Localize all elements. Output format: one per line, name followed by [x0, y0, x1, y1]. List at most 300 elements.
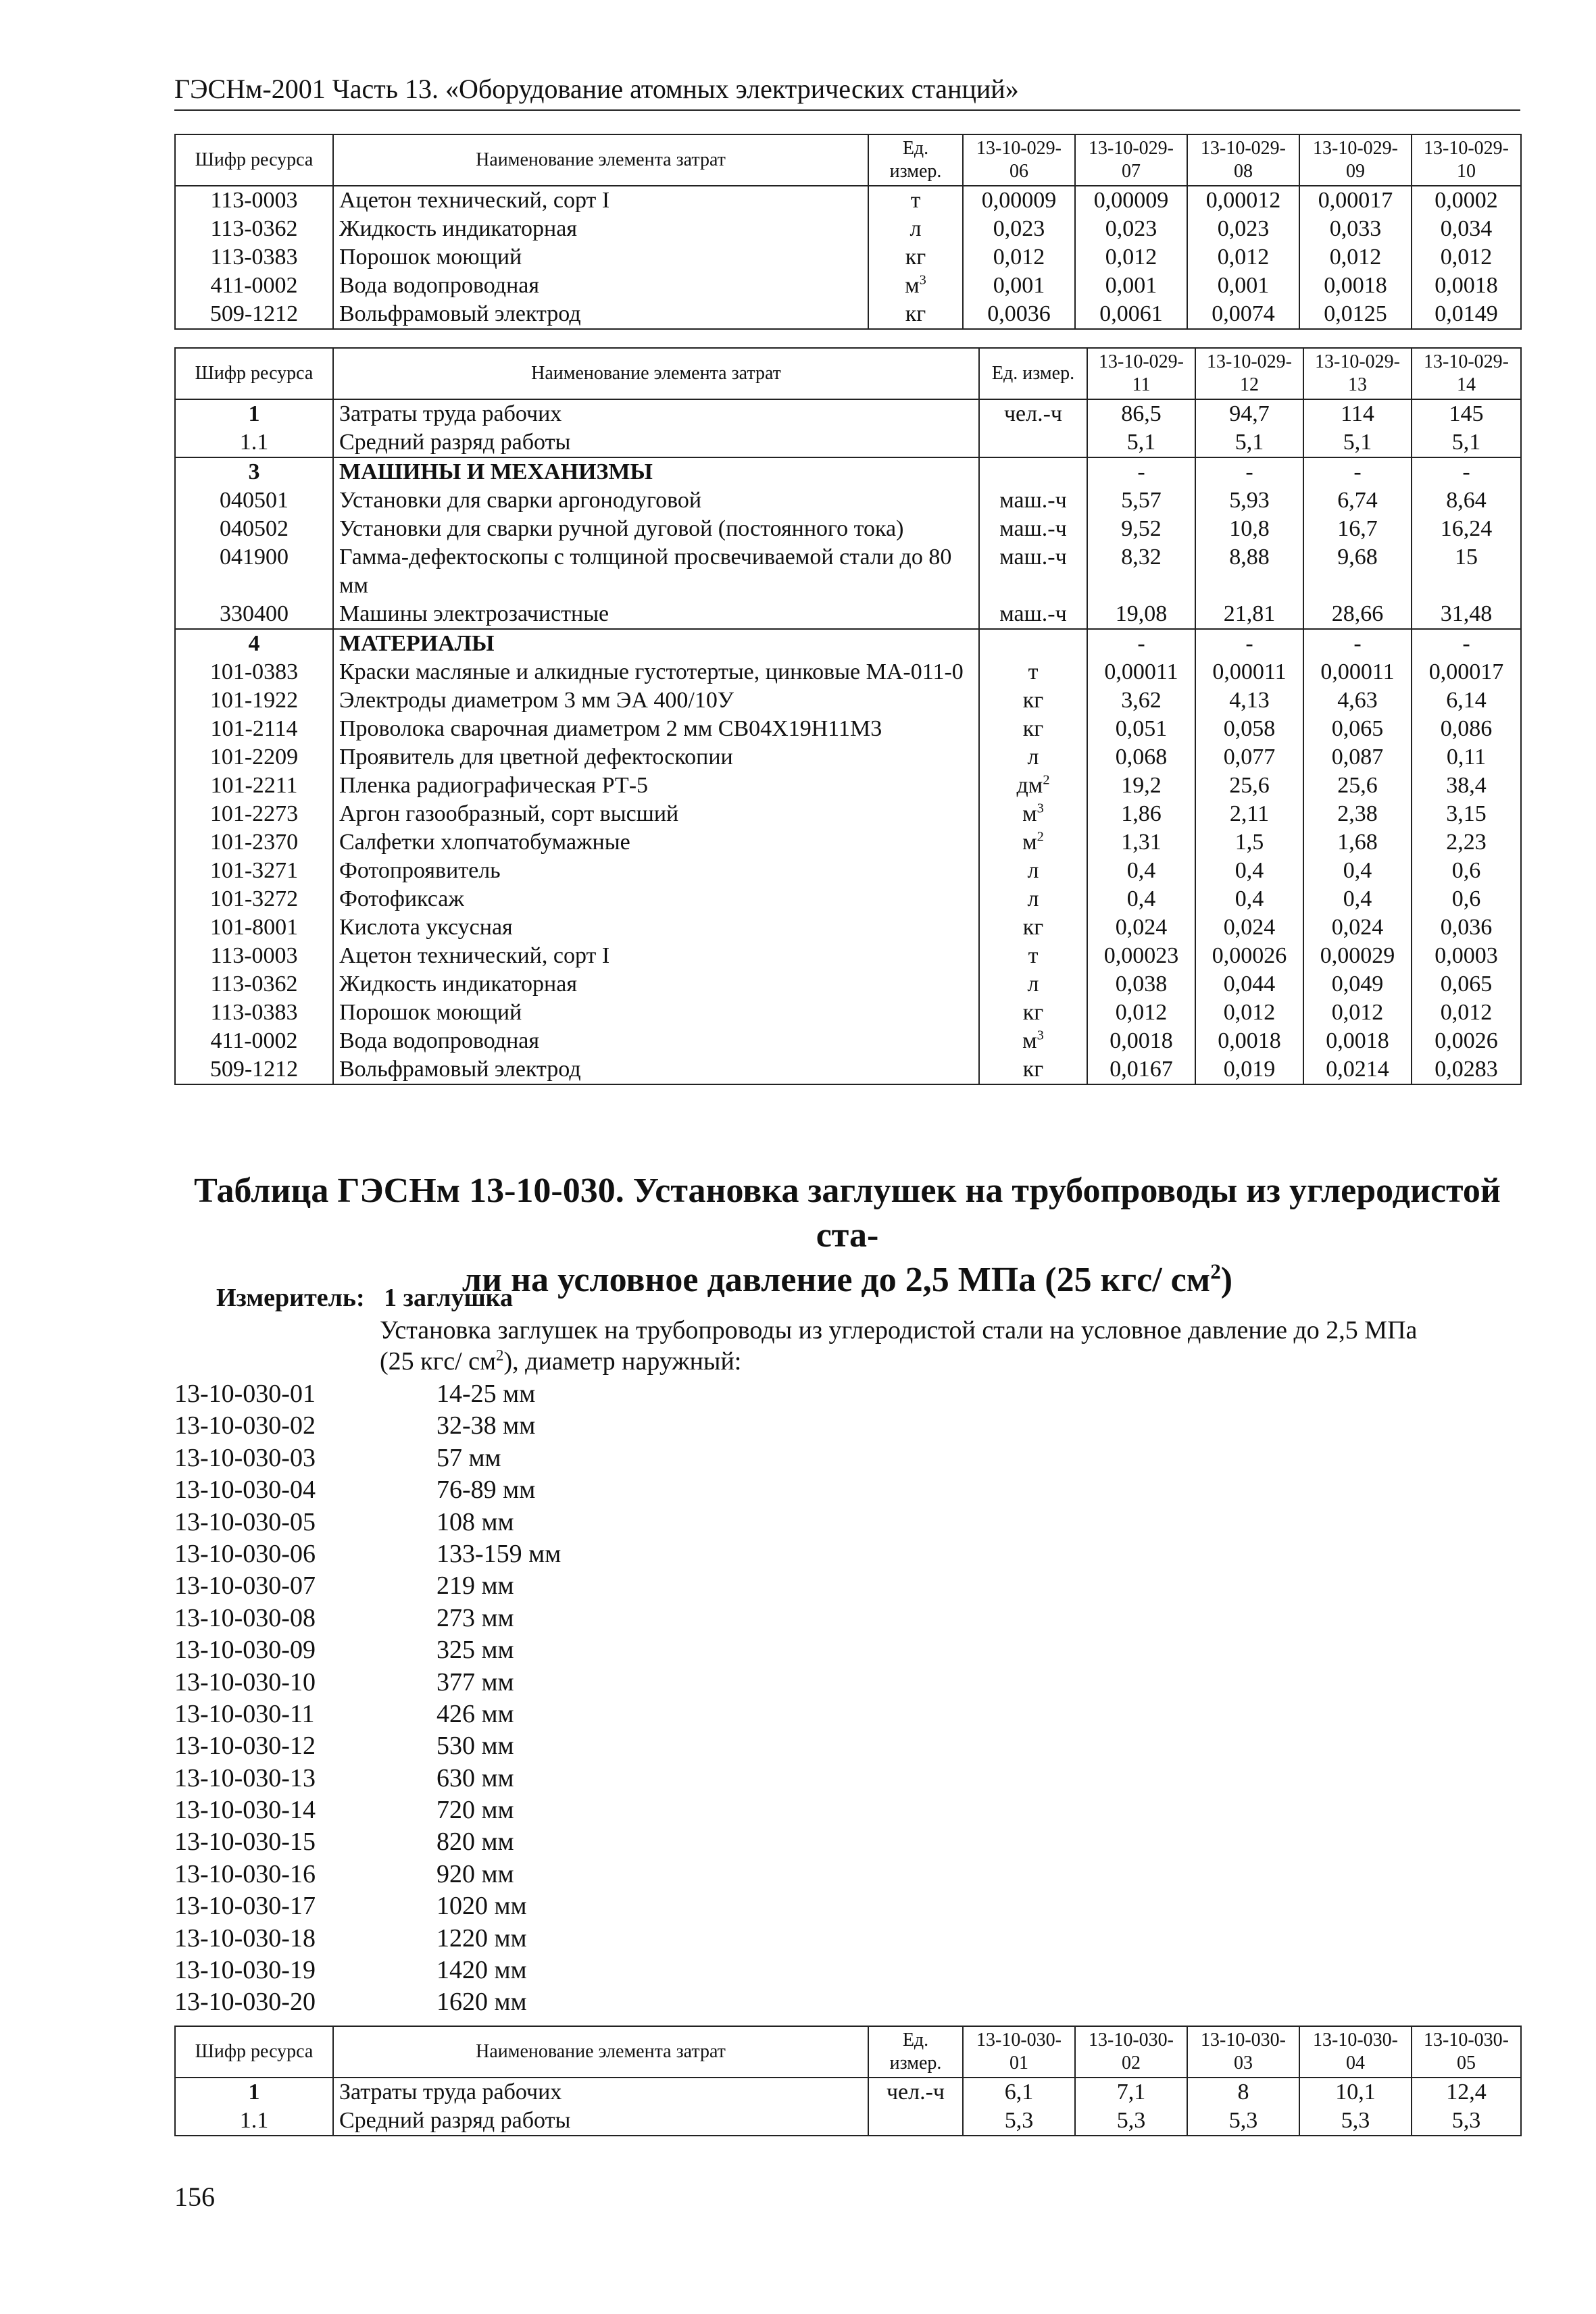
table-row — [175, 272, 1521, 300]
cell-unit: маш.-ч — [979, 486, 1087, 515]
unit-text: м — [1022, 1028, 1037, 1053]
cell-value: 5,1 — [1412, 428, 1521, 457]
cell-code: 101-2114 — [175, 715, 333, 743]
cell-value: 16,7 — [1303, 515, 1412, 543]
list-item — [174, 1378, 561, 1410]
cell-value: 0,034 — [1412, 215, 1521, 243]
diameter: 108 мм — [437, 1507, 514, 1536]
cell-value: 0,023 — [1187, 215, 1299, 243]
cell-value: 0,077 — [1195, 743, 1303, 772]
cell-value: 8 — [1187, 2078, 1299, 2107]
cell-name: Машины электрозачистные — [333, 600, 979, 629]
header-col: 13-10-029-11 — [1087, 348, 1195, 399]
cell-value: 21,81 — [1195, 600, 1303, 629]
header-name: Наименование элемента затрат — [333, 2026, 868, 2078]
cell-unit: маш.-ч — [979, 600, 1087, 629]
cell-value: 6,14 — [1412, 686, 1521, 715]
cell-value: 0,024 — [1195, 913, 1303, 942]
cell-unit: кг — [868, 243, 963, 272]
cell-value: - — [1087, 629, 1195, 658]
cell-value: 0,11 — [1412, 743, 1521, 772]
cell-value: 0,033 — [1299, 215, 1412, 243]
cell-value: 0,0018 — [1412, 272, 1521, 300]
norm-code-list — [174, 1378, 561, 2019]
cell-value: 0,00017 — [1299, 186, 1412, 215]
cell-value: 0,0018 — [1195, 1027, 1303, 1055]
desc-text: (25 кгс/ см — [380, 1347, 497, 1376]
cell-name: Проявитель для цветной дефектоскопии — [333, 743, 979, 772]
norm-code: 13-10-030-18 — [174, 1923, 316, 1953]
cell-code: 330400 — [175, 600, 333, 629]
norm-code: 13-10-030-15 — [174, 1828, 316, 1857]
cell-value: 0,024 — [1303, 913, 1412, 942]
norm-code: 13-10-030-16 — [174, 1859, 316, 1888]
header-col: 13-10-029-14 — [1412, 348, 1521, 399]
table-row — [175, 399, 1521, 428]
cell-name: Кислота уксусная — [333, 913, 979, 942]
cell-unit: т — [868, 186, 963, 215]
cell-value: 94,7 — [1195, 399, 1303, 428]
table-row — [175, 743, 1521, 772]
norm-code: 13-10-030-20 — [174, 1988, 316, 2017]
cell-value: 0,00011 — [1303, 658, 1412, 686]
cell-value: 9,52 — [1087, 515, 1195, 543]
cell-name: Электроды диаметром 3 мм ЭА 400/10У — [333, 686, 979, 715]
cell-value: 25,6 — [1195, 772, 1303, 800]
cell-value: 16,24 — [1412, 515, 1521, 543]
cell-unit: чел.-ч — [979, 399, 1087, 428]
cell-value: 25,6 — [1303, 772, 1412, 800]
cell-value: 5,1 — [1087, 428, 1195, 457]
table-row — [175, 885, 1521, 913]
cell-value: 0,00011 — [1195, 658, 1303, 686]
cell-value: 0,044 — [1195, 970, 1303, 999]
cell-unit — [868, 2107, 963, 2136]
diameter: 377 мм — [437, 1667, 514, 1696]
cell-name: Пленка радиографическая РТ-5 — [333, 772, 979, 800]
cell-unit: чел.-ч — [868, 2078, 963, 2107]
cell-name: Краски масляные и алкидные густотертые, цинковые МА-011-0 — [333, 658, 979, 686]
cell-value: - — [1303, 629, 1412, 658]
table-row — [175, 800, 1521, 828]
cell-code: 113-0362 — [175, 215, 333, 243]
cell-name: Установки для сварки аргонодуговой — [333, 486, 979, 515]
cell-value: 0,6 — [1412, 885, 1521, 913]
cell-value: 10,1 — [1299, 2078, 1412, 2107]
cell-value: 86,5 — [1087, 399, 1195, 428]
section-row — [175, 629, 1521, 658]
list-item — [174, 1923, 561, 1955]
title-text: ли на условное давление до 2,5 МПа (25 кгс/ см — [462, 1261, 1211, 1299]
cell-value: 0,0018 — [1303, 1027, 1412, 1055]
cell-value: 5,3 — [1075, 2107, 1187, 2136]
list-item — [174, 1890, 561, 1922]
cell-code: 101-0383 — [175, 658, 333, 686]
cell-code: 1.1 — [175, 428, 333, 457]
cell-value: 5,3 — [1412, 2107, 1521, 2136]
table-row — [175, 428, 1521, 457]
desc-line: Установка заглушек на трубопроводы из углеродистой стали на условное давление до 2,5 МПа — [380, 1316, 1418, 1344]
cell-unit: л — [868, 215, 963, 243]
cell-unit — [979, 428, 1087, 457]
cell-value: 0,6 — [1412, 857, 1521, 885]
cell-unit: т — [979, 658, 1087, 686]
cell-code: 101-3271 — [175, 857, 333, 885]
unit-sup: 2 — [1037, 829, 1044, 845]
table-row — [175, 970, 1521, 999]
cell-value: 4,13 — [1195, 686, 1303, 715]
section-name: МАТЕРИАЛЫ — [333, 629, 979, 658]
cell-value: 0,012 — [1195, 999, 1303, 1027]
section-row — [175, 457, 1521, 486]
diameter: 1020 мм — [437, 1892, 527, 1921]
cell-code: 101-2211 — [175, 772, 333, 800]
cell-value: 0,4 — [1087, 885, 1195, 913]
header-col: 13-10-030-05 — [1412, 2026, 1521, 2078]
diameter: 57 мм — [437, 1443, 501, 1472]
diameter: 426 мм — [437, 1699, 514, 1728]
unit-sup: 3 — [1037, 801, 1044, 816]
cell-value: 145 — [1412, 399, 1521, 428]
list-item — [174, 1603, 561, 1634]
cell-code: 4 — [175, 629, 333, 658]
diameter: 133-159 мм — [437, 1539, 562, 1568]
cell-value: 19,2 — [1087, 772, 1195, 800]
cell-value: 0,0167 — [1087, 1055, 1195, 1084]
table-row — [175, 828, 1521, 857]
header-col: 13-10-030-02 — [1075, 2026, 1187, 2078]
cell-value: 0,0214 — [1303, 1055, 1412, 1084]
cell-value: 0,0074 — [1187, 300, 1299, 329]
diameter: 1420 мм — [437, 1956, 527, 1985]
table-row — [175, 715, 1521, 743]
cell-name: Установки для сварки ручной дуговой (постоянного тока) — [333, 515, 979, 543]
header-name: Наименование элемента затрат — [333, 134, 868, 186]
cell-value: 9,68 — [1303, 543, 1412, 600]
cell-value: 0,0018 — [1299, 272, 1412, 300]
list-item — [174, 1794, 561, 1826]
cell-value: 0,00023 — [1087, 942, 1195, 970]
table-row — [175, 2078, 1521, 2107]
cell-value: 0,024 — [1087, 913, 1195, 942]
header-col: 13-10-029-08 — [1187, 134, 1299, 186]
norm-code: 13-10-030-04 — [174, 1476, 316, 1505]
table-row — [175, 1055, 1521, 1084]
list-item — [174, 1538, 561, 1570]
cell-value: 0,4 — [1195, 885, 1303, 913]
cell-value: 5,93 — [1195, 486, 1303, 515]
cell-name: Жидкость индикаторная — [333, 970, 979, 999]
cell-value: 0,00017 — [1412, 658, 1521, 686]
cell-value: - — [1412, 629, 1521, 658]
cell-value: 0,0026 — [1412, 1027, 1521, 1055]
cell-unit — [979, 457, 1087, 486]
list-item — [174, 1955, 561, 1986]
cell-value: 5,1 — [1303, 428, 1412, 457]
list-item — [174, 1667, 561, 1699]
header-code: Шифр ресурса — [175, 348, 333, 399]
cell-code: 411-0002 — [175, 1027, 333, 1055]
cell-unit — [979, 1027, 1087, 1055]
cell-unit — [979, 629, 1087, 658]
cell-unit: т — [979, 942, 1087, 970]
header-col: 13-10-030-01 — [963, 2026, 1075, 2078]
cell-value: 0,023 — [963, 215, 1075, 243]
diameter: 1220 мм — [437, 1923, 527, 1953]
list-item — [174, 1570, 561, 1602]
running-header: ГЭСНм-2001 Часть 13. «Оборудование атомных электрических станций» — [174, 72, 1520, 111]
table-row — [175, 1027, 1521, 1055]
list-item — [174, 1699, 561, 1730]
cell-value: - — [1412, 457, 1521, 486]
cell-value: 0,023 — [1075, 215, 1187, 243]
table-row — [175, 486, 1521, 515]
page-number: 156 — [174, 2182, 215, 2212]
cell-name: Средний разряд работы — [333, 2107, 868, 2136]
cell-code: 1.1 — [175, 2107, 333, 2136]
list-item — [174, 1507, 561, 1538]
cell-value: 0,4 — [1195, 857, 1303, 885]
list-item — [174, 1730, 561, 1762]
header-col: 13-10-030-04 — [1299, 2026, 1412, 2078]
cell-name: Жидкость индикаторная — [333, 215, 868, 243]
cell-value: 6,1 — [963, 2078, 1075, 2107]
cell-value: 3,62 — [1087, 686, 1195, 715]
cell-value: 1,86 — [1087, 800, 1195, 828]
diameter: 76-89 мм — [437, 1476, 536, 1505]
table-row — [175, 2107, 1521, 2136]
cell-code: 509-1212 — [175, 1055, 333, 1084]
cell-unit: кг — [979, 1055, 1087, 1084]
diameter: 820 мм — [437, 1828, 514, 1857]
cell-value: - — [1195, 629, 1303, 658]
header-unit: Ед. измер. — [868, 2026, 963, 2078]
cell-unit — [868, 272, 963, 300]
cell-code: 1 — [175, 2078, 333, 2107]
cell-value: 0,049 — [1303, 970, 1412, 999]
cell-value: - — [1303, 457, 1412, 486]
unit-text: м — [905, 273, 920, 298]
cell-value: - — [1195, 457, 1303, 486]
table-row — [175, 942, 1521, 970]
norm-code: 13-10-030-03 — [174, 1443, 316, 1472]
cell-value: 1,68 — [1303, 828, 1412, 857]
header-col: 13-10-029-06 — [963, 134, 1075, 186]
table-row — [175, 999, 1521, 1027]
unit-sup: 3 — [919, 272, 926, 288]
norm-code: 13-10-030-12 — [174, 1732, 316, 1761]
cell-unit: маш.-ч — [979, 515, 1087, 543]
diameter: 325 мм — [437, 1636, 514, 1665]
cell-value: 7,1 — [1075, 2078, 1187, 2107]
measure-unit: Измеритель: 1 заглушка — [216, 1284, 513, 1312]
header-col: 13-10-029-10 — [1412, 134, 1521, 186]
header-unit: Ед. измер. — [868, 134, 963, 186]
cell-code: 040502 — [175, 515, 333, 543]
cell-value: 5,3 — [963, 2107, 1075, 2136]
cell-value: 0,068 — [1087, 743, 1195, 772]
cell-name: Ацетон технический, сорт I — [333, 942, 979, 970]
norm-code: 13-10-030-13 — [174, 1763, 316, 1792]
cell-code: 101-2209 — [175, 743, 333, 772]
cell-name: Средний разряд работы — [333, 428, 979, 457]
table-row — [175, 515, 1521, 543]
cell-value: 1,5 — [1195, 828, 1303, 857]
table-row — [175, 686, 1521, 715]
norm-code: 13-10-030-19 — [174, 1956, 316, 1985]
list-item — [174, 1634, 561, 1666]
cell-code: 113-0383 — [175, 999, 333, 1027]
cell-value: 0,0283 — [1412, 1055, 1521, 1084]
norm-code: 13-10-030-14 — [174, 1796, 316, 1825]
cell-value: 0,00029 — [1303, 942, 1412, 970]
cell-value: 0,001 — [963, 272, 1075, 300]
cell-value: 0,019 — [1195, 1055, 1303, 1084]
unit-sup: 2 — [1043, 772, 1050, 788]
section-name: МАШИНЫ И МЕХАНИЗМЫ — [333, 457, 979, 486]
cell-value: 5,57 — [1087, 486, 1195, 515]
unit-text: м — [1022, 801, 1037, 826]
cell-value: 0,0003 — [1412, 942, 1521, 970]
cell-unit — [979, 800, 1087, 828]
desc-sup: 2 — [496, 1347, 504, 1364]
cell-value: 0,065 — [1412, 970, 1521, 999]
cell-value: 28,66 — [1303, 600, 1412, 629]
cell-name: Вода водопроводная — [333, 272, 868, 300]
cell-value: 0,001 — [1075, 272, 1187, 300]
header-col: 13-10-029-07 — [1075, 134, 1187, 186]
cell-value: 0,0149 — [1412, 300, 1521, 329]
cell-name: Аргон газообразный, сорт высший — [333, 800, 979, 828]
header-code: Шифр ресурса — [175, 134, 333, 186]
cell-value: 0,036 — [1412, 913, 1521, 942]
cell-name: Фотопроявитель — [333, 857, 979, 885]
title-line: Таблица ГЭСНм 13-10-030. Установка заглушек на трубопроводы из углеродистой ста- — [194, 1172, 1501, 1255]
desc-line — [380, 1346, 1522, 1377]
norm-code: 13-10-030-01 — [174, 1380, 316, 1408]
cell-code: 113-0003 — [175, 942, 333, 970]
header-col: 13-10-029-09 — [1299, 134, 1412, 186]
norm-code: 13-10-030-10 — [174, 1667, 316, 1696]
cell-code: 113-0362 — [175, 970, 333, 999]
cell-value: 8,64 — [1412, 486, 1521, 515]
table-row — [175, 243, 1521, 272]
cell-code: 101-2370 — [175, 828, 333, 857]
norm-code: 13-10-030-11 — [174, 1699, 315, 1728]
cell-value: 0,012 — [1087, 999, 1195, 1027]
diameter: 920 мм — [437, 1859, 514, 1888]
cell-value: 0,00011 — [1087, 658, 1195, 686]
cell-value: 0,4 — [1303, 885, 1412, 913]
table-row — [175, 857, 1521, 885]
cell-name: Порошок моющий — [333, 243, 868, 272]
cell-value: 0,038 — [1087, 970, 1195, 999]
cell-code: 101-1922 — [175, 686, 333, 715]
norm-code: 13-10-030-05 — [174, 1507, 316, 1536]
header-name: Наименование элемента затрат — [333, 348, 979, 399]
table-row — [175, 600, 1521, 629]
cell-unit — [979, 772, 1087, 800]
cell-value: 0,012 — [1187, 243, 1299, 272]
cell-value: 0,00012 — [1187, 186, 1299, 215]
unit-text: дм — [1016, 773, 1043, 798]
cell-unit: кг — [868, 300, 963, 329]
table-row — [175, 300, 1521, 329]
cell-code: 041900 — [175, 543, 333, 600]
cell-value: 3,15 — [1412, 800, 1521, 828]
cell-value: 0,087 — [1303, 743, 1412, 772]
cell-value: 2,23 — [1412, 828, 1521, 857]
title-text: ) — [1220, 1261, 1233, 1299]
cell-code: 101-2273 — [175, 800, 333, 828]
header-col: 13-10-029-12 — [1195, 348, 1303, 399]
cell-value: 0,00009 — [1075, 186, 1187, 215]
cell-code: 411-0002 — [175, 272, 333, 300]
unit-sup: 3 — [1037, 1028, 1044, 1043]
work-description — [380, 1315, 1522, 1377]
cell-code: 040501 — [175, 486, 333, 515]
cell-value: 0,012 — [1412, 999, 1521, 1027]
table-029-06-10 — [174, 134, 1522, 330]
cell-value: 0,012 — [1303, 999, 1412, 1027]
cell-code: 509-1212 — [175, 300, 333, 329]
cell-value: 15 — [1412, 543, 1521, 600]
cell-name: Вольфрамовый электрод — [333, 1055, 979, 1084]
list-item — [174, 1986, 561, 2018]
cell-name: Вода водопроводная — [333, 1027, 979, 1055]
cell-unit: кг — [979, 715, 1087, 743]
cell-value: 0,058 — [1195, 715, 1303, 743]
cell-value: 5,3 — [1299, 2107, 1412, 2136]
cell-value: 6,74 — [1303, 486, 1412, 515]
diameter: 630 мм — [437, 1763, 514, 1792]
cell-name: Гамма-дефектоскопы с толщиной просвечиваемой стали до 80 мм — [333, 543, 979, 600]
cell-unit: л — [979, 743, 1087, 772]
list-item — [174, 1442, 561, 1474]
cell-name: Вольфрамовый электрод — [333, 300, 868, 329]
norm-code: 13-10-030-06 — [174, 1539, 316, 1568]
cell-value: - — [1087, 457, 1195, 486]
title-sup: 2 — [1210, 1259, 1221, 1284]
cell-name: Проволока сварочная диаметром 2 мм СВ04Х19Н11М3 — [333, 715, 979, 743]
cell-name: Порошок моющий — [333, 999, 979, 1027]
list-item — [174, 1859, 561, 1890]
cell-value: 0,012 — [963, 243, 1075, 272]
cell-name: Фотофиксаж — [333, 885, 979, 913]
cell-value: 0,012 — [1299, 243, 1412, 272]
diameter: 14-25 мм — [437, 1380, 536, 1408]
cell-unit: маш.-ч — [979, 543, 1087, 600]
cell-value: 0,001 — [1187, 272, 1299, 300]
cell-value: 5,3 — [1187, 2107, 1299, 2136]
cell-code: 113-0003 — [175, 186, 333, 215]
cell-value: 0,4 — [1303, 857, 1412, 885]
norm-code: 13-10-030-07 — [174, 1571, 316, 1601]
cell-value: 5,1 — [1195, 428, 1303, 457]
table-030-01-05 — [174, 2026, 1522, 2136]
table-row — [175, 658, 1521, 686]
cell-value: 0,0125 — [1299, 300, 1412, 329]
cell-value: 0,4 — [1087, 857, 1195, 885]
diameter: 530 мм — [437, 1732, 514, 1761]
cell-name: Ацетон технический, сорт I — [333, 186, 868, 215]
cell-value: 19,08 — [1087, 600, 1195, 629]
table-row — [175, 543, 1521, 600]
cell-name: Затраты труда рабочих — [333, 399, 979, 428]
cell-value: 8,32 — [1087, 543, 1195, 600]
cell-unit: кг — [979, 913, 1087, 942]
list-item — [174, 1826, 561, 1858]
